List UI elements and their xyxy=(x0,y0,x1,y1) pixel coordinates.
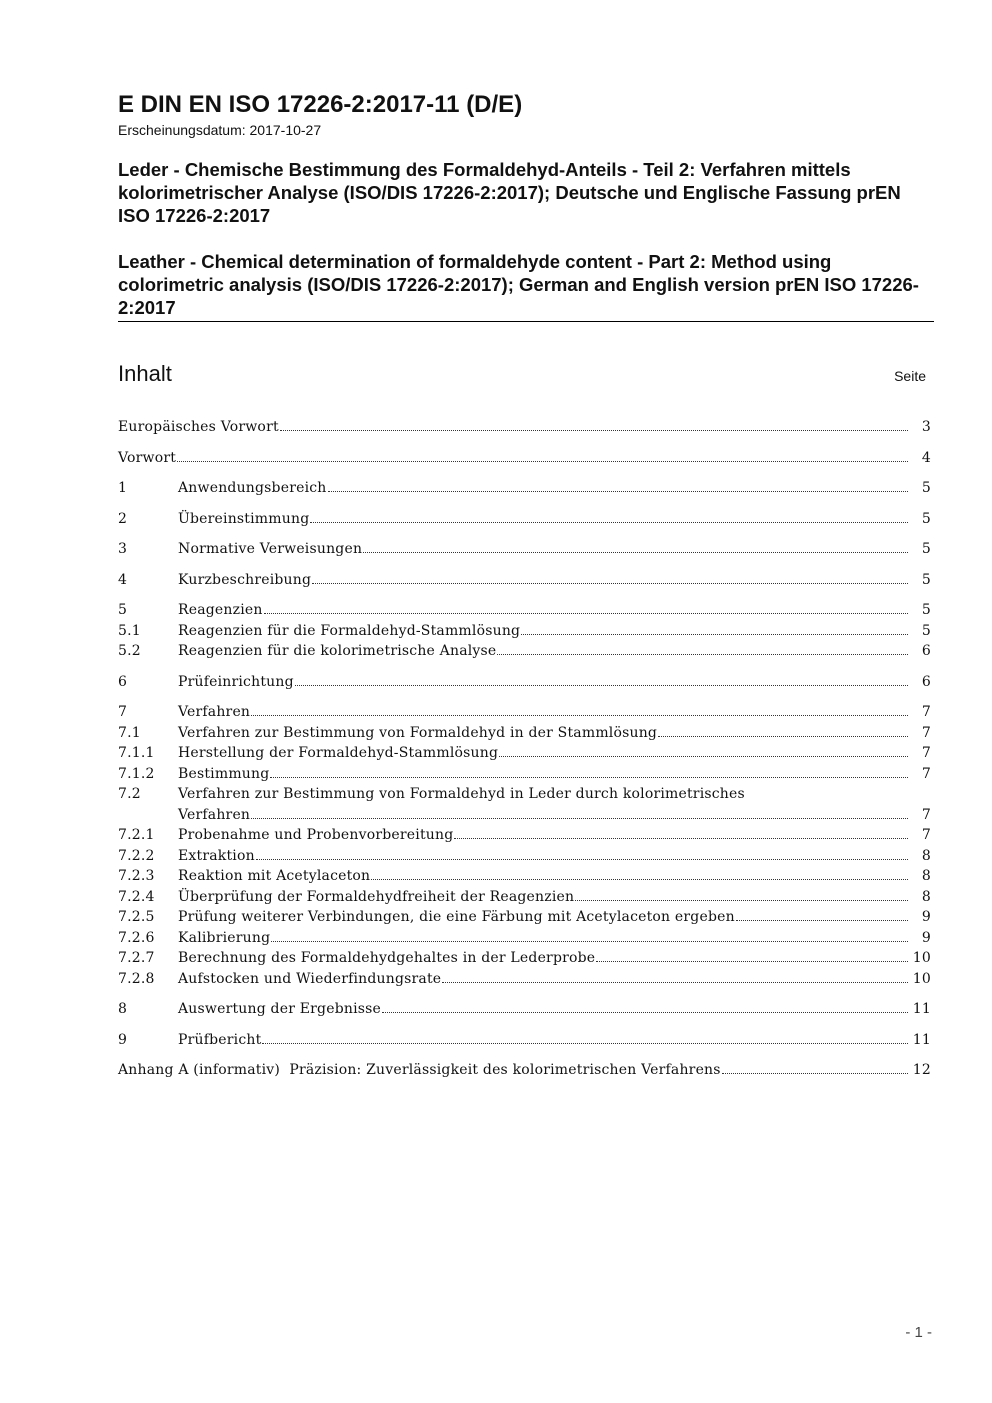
publication-date: Erscheinungsdatum: 2017-10-27 xyxy=(118,122,322,138)
dot-leader xyxy=(251,715,908,716)
toc-entry-vorwort[interactable] xyxy=(118,448,931,469)
toc-entry-title: Kalibrierung xyxy=(178,929,271,946)
toc-entry-title: Verfahren zur Bestimmung von Formaldehyd in der Stammlösung xyxy=(178,724,658,741)
toc-entry-7-2[interactable] xyxy=(118,784,931,825)
toc-entry-title: Übereinstimmung xyxy=(178,510,310,527)
toc-entry-page: 7 xyxy=(921,827,931,843)
dot-leader xyxy=(442,982,908,983)
toc-entry-number: 3 xyxy=(118,541,128,557)
toc-entry-page: 6 xyxy=(921,673,931,690)
dot-leader xyxy=(310,522,908,523)
toc-entry-number: 1 xyxy=(118,480,128,496)
toc-entry-number: 7.2.5 xyxy=(118,909,155,925)
toc-entry-title: Europäisches Vorwort xyxy=(118,419,279,435)
toc-entry-number: 7.2.3 xyxy=(118,868,155,884)
dot-leader xyxy=(270,777,908,778)
toc-entry-page: 9 xyxy=(921,929,931,946)
toc-heading: Inhalt xyxy=(118,361,172,386)
toc-entry-7-1[interactable] xyxy=(118,723,931,744)
toc-entry-7[interactable] xyxy=(118,702,931,723)
toc-entry-page: 5 xyxy=(921,622,931,639)
toc-entry-title: Reaktion mit Acetylaceton xyxy=(178,868,371,884)
dot-leader xyxy=(658,736,908,737)
toc-entry-page: 5 xyxy=(921,480,931,496)
dot-leader xyxy=(736,920,908,921)
dot-leader xyxy=(575,900,908,901)
toc-entry-number: 4 xyxy=(118,571,128,588)
toc-entry-title: Verfahren zur Bestimmung von Formaldehyd in Leder durch kolorimetrisches xyxy=(178,786,745,802)
toc-entry-7-2-2[interactable] xyxy=(118,846,931,867)
toc-entry-title: Auswertung der Ergebnisse xyxy=(178,1001,382,1017)
toc-entry-page: 5 xyxy=(921,510,931,527)
toc-entry-7-2-1[interactable] xyxy=(118,825,931,846)
toc-entry-page: 7 xyxy=(921,704,931,720)
toc-entry-europaeisches-vorwort[interactable] xyxy=(118,417,931,438)
toc-entry-number: 9 xyxy=(118,1031,128,1048)
toc-entry-number: 7.2.6 xyxy=(118,929,155,946)
toc-entry-page: 10 xyxy=(912,970,931,987)
toc-entry-6[interactable] xyxy=(118,672,931,693)
toc-entry-7-2-4[interactable] xyxy=(118,887,931,908)
toc-entry-title: Bestimmung xyxy=(178,765,270,782)
dot-leader xyxy=(295,685,908,686)
toc-entry-page: 7 xyxy=(921,806,931,823)
toc-entry-page: 4 xyxy=(921,449,931,466)
table-of-contents xyxy=(118,417,931,1081)
toc-entry-page: 8 xyxy=(921,868,931,884)
toc-entry-page: 5 xyxy=(921,541,931,557)
dot-leader xyxy=(363,552,908,553)
dot-leader xyxy=(382,1012,908,1013)
toc-entry-number: 7.2.4 xyxy=(118,888,155,905)
dot-leader xyxy=(371,879,908,880)
header-divider xyxy=(118,321,934,322)
dot-leader xyxy=(312,583,908,584)
toc-entry-title: Prüfung weiterer Verbindungen, die eine Färbung mit Acetylaceton ergeben xyxy=(178,909,735,925)
toc-entry-number: 7 xyxy=(118,704,128,720)
toc-entry-number: 7.1.1 xyxy=(118,745,155,761)
title-english: Leather - Chemical determination of formaldehyde content - Part 2: Method using colorimetric analysis (ISO/DIS 17226-2:2017); German and English version prEN ISO 17226-2:2017 xyxy=(118,251,919,318)
dot-leader xyxy=(497,654,908,655)
toc-entry-number: 7.1 xyxy=(118,724,141,741)
dot-leader xyxy=(256,859,908,860)
toc-entry-page: 7 xyxy=(921,765,931,782)
dot-leader xyxy=(264,613,908,614)
toc-entry-title: Extraktion xyxy=(178,847,255,864)
toc-entry-title: Verfahren xyxy=(178,704,251,720)
toc-entry-number: 7.1.2 xyxy=(118,765,155,782)
toc-entry-number: 7.2.7 xyxy=(118,950,155,966)
dot-leader xyxy=(596,961,908,962)
toc-entry-7-2-8[interactable] xyxy=(118,969,931,990)
toc-entry-page: 8 xyxy=(921,888,931,905)
dot-leader xyxy=(722,1073,908,1074)
toc-entry-title: Anwendungsbereich xyxy=(178,480,327,496)
title-german: Leder - Chemische Bestimmung des Formaldehyd-Anteils - Teil 2: Verfahren mittels kolorimetrischer Analyse (ISO/DIS 17226-2:2017); Deutsche und Englische Fassung prEN ISO 17226-2:2017 xyxy=(118,159,901,226)
toc-entry-8[interactable] xyxy=(118,999,931,1020)
toc-entry-page: 9 xyxy=(921,909,931,925)
toc-entry-2[interactable] xyxy=(118,509,931,530)
toc-entry-title: Prüfeinrichtung xyxy=(178,673,294,690)
toc-entry-title: Reagenzien xyxy=(178,602,263,618)
toc-entry-number: 5.2 xyxy=(118,643,141,659)
toc-entry-title: Kurzbeschreibung xyxy=(178,571,312,588)
dot-leader xyxy=(328,491,908,492)
toc-entry-7-1-2[interactable] xyxy=(118,764,931,785)
toc-entry-title: Anhang A (informativ) Präzision: Zuverlässigkeit des kolorimetrischen Verfahrens xyxy=(118,1062,721,1078)
toc-entry-number: 7.2 xyxy=(118,786,141,802)
toc-entry-5-2[interactable] xyxy=(118,641,931,662)
toc-entry-number: 8 xyxy=(118,1001,128,1017)
toc-entry-1[interactable] xyxy=(118,478,931,499)
toc-entry-title: Herstellung der Formaldehyd-Stammlösung xyxy=(178,745,499,761)
toc-entry-page: 5 xyxy=(921,571,931,588)
dot-leader xyxy=(499,756,908,757)
toc-entry-title: Vorwort xyxy=(118,449,177,466)
toc-entry-7-2-3[interactable] xyxy=(118,866,931,887)
toc-entry-number: 5.1 xyxy=(118,622,141,639)
toc-page-column-label: Seite xyxy=(894,368,926,384)
dot-leader xyxy=(280,430,908,431)
toc-entry-page: 3 xyxy=(921,419,931,435)
toc-entry-5-1[interactable] xyxy=(118,621,931,642)
toc-entry-title: Überprüfung der Formaldehydfreiheit der Reagenzien xyxy=(178,888,575,905)
page-number: - 1 - xyxy=(905,1324,932,1341)
toc-entry-page: 5 xyxy=(921,602,931,618)
toc-entry-number: 6 xyxy=(118,673,128,690)
dot-leader xyxy=(262,1043,908,1044)
toc-entry-number: 7.2.1 xyxy=(118,827,155,843)
toc-entry-title: Reagenzien für die Formaldehyd-Stammlösung xyxy=(178,622,521,639)
toc-entry-7-2-5[interactable] xyxy=(118,907,931,928)
toc-entry-title: Aufstocken und Wiederfindungsrate xyxy=(178,970,442,987)
toc-entry-number: 5 xyxy=(118,602,128,618)
toc-entry-page: 11 xyxy=(912,1001,931,1017)
toc-entry-page: 7 xyxy=(921,745,931,761)
dot-leader xyxy=(271,941,908,942)
dot-leader xyxy=(251,818,908,819)
toc-entry-9[interactable] xyxy=(118,1030,931,1051)
dot-leader xyxy=(177,461,908,462)
toc-entry-title: Probenahme und Probenvorbereitung xyxy=(178,827,454,843)
toc-entry-title: Reagenzien für die kolorimetrische Analyse xyxy=(178,643,497,659)
toc-entry-number: 7.2.2 xyxy=(118,847,155,864)
toc-entry-page: 12 xyxy=(912,1062,931,1078)
toc-entry-title: Normative Verweisungen xyxy=(178,541,363,557)
toc-entry-anhang-a[interactable] xyxy=(118,1060,931,1081)
toc-entry-7-2-6[interactable] xyxy=(118,928,931,949)
toc-entry-7-1-1[interactable] xyxy=(118,743,931,764)
dot-leader xyxy=(521,634,908,635)
toc-entry-number: 7.2.8 xyxy=(118,970,155,987)
toc-entry-title-continued: Verfahren xyxy=(178,806,251,823)
toc-entry-page: 8 xyxy=(921,847,931,864)
toc-entry-number: 2 xyxy=(118,510,128,527)
toc-entry-page: 10 xyxy=(912,950,931,966)
toc-entry-7-2-7[interactable] xyxy=(118,948,931,969)
toc-entry-page: 6 xyxy=(921,643,931,659)
toc-entry-title: Berechnung des Formaldehydgehaltes in der Lederprobe xyxy=(178,950,596,966)
toc-entry-page: 7 xyxy=(921,724,931,741)
dot-leader xyxy=(454,838,908,839)
toc-entry-5[interactable] xyxy=(118,600,931,621)
toc-entry-title: Prüfbericht xyxy=(178,1031,262,1048)
toc-entry-4[interactable] xyxy=(118,570,931,591)
toc-entry-page: 11 xyxy=(912,1031,931,1048)
document-title: E DIN EN ISO 17226-2:2017-11 (D/E) xyxy=(118,91,523,118)
toc-entry-3[interactable] xyxy=(118,539,931,560)
